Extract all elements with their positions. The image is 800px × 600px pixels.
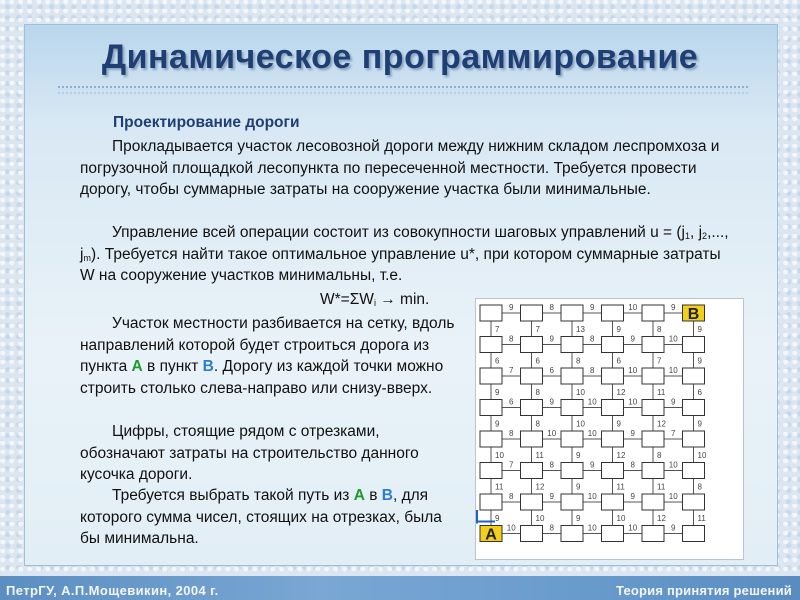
h-weight-label: 8 bbox=[509, 334, 514, 344]
grid-node bbox=[683, 337, 705, 353]
formula-right: → min. bbox=[380, 291, 430, 308]
v-weight-label: 9 bbox=[576, 482, 581, 492]
v-weight-label: 8 bbox=[535, 387, 540, 397]
grid-node bbox=[521, 337, 543, 353]
h-weight-label: 8 bbox=[509, 429, 514, 438]
h-weight-label: 10 bbox=[668, 460, 678, 470]
grid-node bbox=[521, 368, 543, 384]
h-weight-label: 9 bbox=[630, 492, 635, 501]
v-weight-label: 12 bbox=[616, 450, 626, 460]
grid-node bbox=[521, 463, 543, 479]
v-weight-label: 11 bbox=[495, 482, 504, 492]
v-weight-label: 8 bbox=[576, 356, 581, 366]
v-weight-label: 6 bbox=[535, 356, 540, 366]
task-text-a: Требуется выбрать такой путь из bbox=[112, 487, 354, 504]
v-weight-label: 9 bbox=[697, 419, 702, 429]
task-point-b: B bbox=[381, 487, 393, 504]
v-weight-label: 9 bbox=[495, 513, 500, 523]
v-weight-label: 10 bbox=[576, 387, 585, 397]
grid-node bbox=[561, 431, 583, 447]
h-weight-label: 9 bbox=[671, 397, 676, 407]
v-weight-label: 9 bbox=[495, 419, 500, 429]
h-weight-label: 10 bbox=[668, 366, 678, 375]
v-weight-label: 6 bbox=[495, 356, 500, 366]
h-weight-label: 8 bbox=[549, 523, 554, 533]
v-weight-label: 8 bbox=[697, 482, 702, 492]
v-weight-label: 13 bbox=[576, 324, 585, 334]
grid-node bbox=[561, 368, 583, 384]
grid-node bbox=[602, 368, 624, 384]
h-weight-label: 8 bbox=[549, 303, 554, 312]
grid-text-b: в пункт bbox=[142, 358, 203, 375]
v-weight-label: 7 bbox=[495, 324, 500, 334]
v-weight-label: 8 bbox=[535, 419, 540, 429]
v-weight-label: 9 bbox=[697, 324, 702, 334]
v-weight-label: 10 bbox=[495, 450, 504, 460]
paragraph-task bbox=[80, 485, 460, 550]
h-weight-label: 9 bbox=[671, 523, 676, 533]
v-weight-label: 7 bbox=[535, 324, 540, 334]
formula-sub: i bbox=[373, 298, 376, 308]
grid-node bbox=[683, 463, 705, 479]
grid-node bbox=[521, 431, 543, 447]
h-weight-label: 10 bbox=[668, 492, 678, 501]
section-subtitle: Проектирование дороги bbox=[113, 114, 300, 131]
control-text-b: , j bbox=[689, 224, 703, 241]
v-weight-label: 9 bbox=[576, 450, 581, 460]
v-weight-label: 11 bbox=[535, 450, 544, 460]
grid-node bbox=[683, 431, 705, 447]
v-weight-label: 7 bbox=[657, 356, 662, 366]
v-weight-label: 10 bbox=[697, 450, 707, 460]
v-weight-label: 9 bbox=[576, 513, 581, 523]
grid-node bbox=[602, 494, 624, 510]
numbers-text: Цифры, стоящие рядом с отрезками, обозначают затраты на строительство данного кусочка дороги. bbox=[80, 423, 419, 483]
v-weight-label: 8 bbox=[657, 324, 662, 334]
h-weight-label: 8 bbox=[509, 492, 514, 501]
v-weight-label: 11 bbox=[697, 513, 706, 523]
grid-node bbox=[642, 368, 664, 384]
v-weight-label: 11 bbox=[616, 482, 625, 492]
h-weight-label: 8 bbox=[590, 334, 595, 344]
grid-node bbox=[480, 463, 502, 479]
h-weight-label: 6 bbox=[509, 397, 514, 407]
grid-node bbox=[561, 400, 583, 416]
grid-node bbox=[521, 305, 543, 321]
h-weight-label: 10 bbox=[587, 397, 597, 407]
grid-node bbox=[521, 526, 543, 542]
grid-node bbox=[602, 463, 624, 479]
h-weight-label: 10 bbox=[587, 429, 597, 438]
h-weight-label: 10 bbox=[587, 492, 597, 501]
v-weight-label: 10 bbox=[616, 513, 626, 523]
task-text-c: , для которого сумма чисел, стоящих на отрезках, была бы минимальна. bbox=[80, 487, 442, 547]
grid-node bbox=[602, 337, 624, 353]
point-b-label: B bbox=[202, 358, 214, 375]
h-weight-label: 10 bbox=[628, 303, 638, 312]
paragraph-numbers bbox=[80, 421, 460, 486]
h-weight-label: 7 bbox=[671, 429, 676, 438]
h-weight-label: 9 bbox=[630, 334, 635, 344]
grid-node bbox=[521, 400, 543, 416]
control-sub-2: 2 bbox=[702, 231, 708, 241]
v-weight-label: 12 bbox=[657, 513, 666, 523]
h-weight-label: 10 bbox=[668, 334, 678, 344]
grid-node bbox=[561, 305, 583, 321]
v-weight-label: 12 bbox=[535, 482, 545, 492]
v-weight-label: 6 bbox=[697, 387, 702, 397]
v-weight-label: 12 bbox=[616, 387, 626, 397]
v-weight-label: 11 bbox=[657, 387, 666, 397]
paragraph-problem-text: Прокладывается участок лесовозной дороги между нижним складом леспромхоза и погрузочной площадкой лесопункта по пересеченной местности. Требуется провести дорогу, чтобы суммарные затраты на сооружение участка были минимальные. bbox=[80, 138, 720, 198]
grid-node bbox=[521, 494, 543, 510]
task-text-b: в bbox=[364, 487, 382, 504]
h-weight-label: 10 bbox=[628, 366, 638, 375]
grid-node bbox=[602, 400, 624, 416]
grid-node bbox=[480, 337, 502, 353]
v-weight-label: 8 bbox=[657, 450, 662, 460]
grid-node bbox=[561, 337, 583, 353]
grid-node bbox=[561, 494, 583, 510]
h-weight-label: 10 bbox=[628, 397, 638, 407]
grid-node bbox=[602, 305, 624, 321]
grid-node bbox=[683, 400, 705, 416]
h-weight-label: 9 bbox=[590, 460, 595, 470]
h-weight-label: 9 bbox=[630, 429, 635, 438]
h-weight-label: 9 bbox=[549, 334, 554, 344]
node-a-label: A bbox=[485, 526, 497, 544]
point-a-label: A bbox=[131, 358, 143, 375]
grid-node bbox=[480, 368, 502, 384]
v-weight-label: 6 bbox=[616, 356, 621, 366]
grid-node bbox=[642, 400, 664, 416]
h-weight-label: 9 bbox=[549, 492, 554, 501]
grid-node bbox=[642, 526, 664, 542]
h-weight-label: 8 bbox=[630, 460, 635, 470]
grid-node bbox=[561, 526, 583, 542]
h-weight-label: 6 bbox=[549, 366, 554, 375]
v-weight-label: 12 bbox=[657, 419, 666, 429]
control-text-c: ,..., j bbox=[80, 224, 729, 263]
v-weight-label: 11 bbox=[657, 482, 666, 492]
v-weight-label: 10 bbox=[576, 419, 585, 429]
h-weight-label: 7 bbox=[509, 366, 514, 375]
grid-node bbox=[683, 368, 705, 384]
h-weight-label: 9 bbox=[671, 303, 676, 312]
grid-node bbox=[480, 305, 502, 321]
control-sub-m: m bbox=[83, 252, 91, 263]
h-weight-label: 10 bbox=[628, 523, 638, 533]
h-weight-label: 7 bbox=[509, 460, 514, 470]
control-text-d: ). Требуется найти такое оптимальное управление u*, при котором суммарные затраты W на сооружение участков минимальны, т.е. bbox=[80, 245, 721, 284]
h-weight-label: 8 bbox=[549, 460, 554, 470]
road-grid-svg bbox=[476, 299, 743, 559]
road-grid-diagram bbox=[475, 298, 744, 560]
grid-node bbox=[602, 526, 624, 542]
node-b-label: B bbox=[687, 306, 700, 323]
v-weight-label: 10 bbox=[535, 513, 545, 523]
page-title: Динамическое программирование bbox=[101, 38, 699, 76]
control-text-a: Управление всей операции состоит из совокупности шаговых управлений u = (j bbox=[112, 224, 685, 241]
v-weight-label: 9 bbox=[616, 324, 621, 334]
grid-node bbox=[480, 400, 502, 416]
grid-node bbox=[480, 431, 502, 447]
formula bbox=[320, 289, 429, 311]
footer-author: ПетрГУ, А.П.Мощевикин, 2004 г. bbox=[6, 583, 219, 598]
paragraph-grid bbox=[80, 313, 460, 399]
h-weight-label: 8 bbox=[590, 366, 595, 375]
h-weight-label: 10 bbox=[587, 523, 597, 533]
grid-node bbox=[642, 494, 664, 510]
grid-node bbox=[642, 337, 664, 353]
grid-text-c: . Дорогу из каждой точки можно строить столько слева-направо или снизу-вверх. bbox=[80, 358, 444, 397]
v-weight-label: 9 bbox=[616, 419, 621, 429]
v-weight-label: 9 bbox=[495, 387, 500, 397]
grid-node bbox=[642, 431, 664, 447]
h-weight-label: 9 bbox=[509, 303, 514, 312]
grid-node bbox=[602, 431, 624, 447]
grid-node bbox=[480, 494, 502, 510]
h-weight-label: 9 bbox=[549, 397, 554, 407]
control-sub-1: 1 bbox=[684, 231, 690, 241]
grid-node bbox=[683, 526, 705, 542]
h-weight-label: 10 bbox=[506, 523, 516, 533]
footer-course: Теория принятия решений bbox=[615, 583, 792, 598]
h-weight-label: 10 bbox=[547, 429, 557, 438]
h-weight-label: 9 bbox=[590, 303, 595, 312]
grid-text-a: Участок местности разбивается на сетку, вдоль направлений которой будет строиться дорога из пункта bbox=[80, 315, 455, 375]
formula-left: W*=ΣW bbox=[320, 291, 374, 308]
grid-node bbox=[683, 494, 705, 510]
task-point-a: A bbox=[353, 487, 365, 504]
paragraph-problem bbox=[80, 136, 720, 201]
v-weight-label: 9 bbox=[697, 356, 702, 366]
grid-node bbox=[642, 305, 664, 321]
grid-node bbox=[561, 463, 583, 479]
title-divider bbox=[58, 86, 748, 94]
paragraph-control bbox=[80, 222, 730, 287]
grid-node bbox=[642, 463, 664, 479]
